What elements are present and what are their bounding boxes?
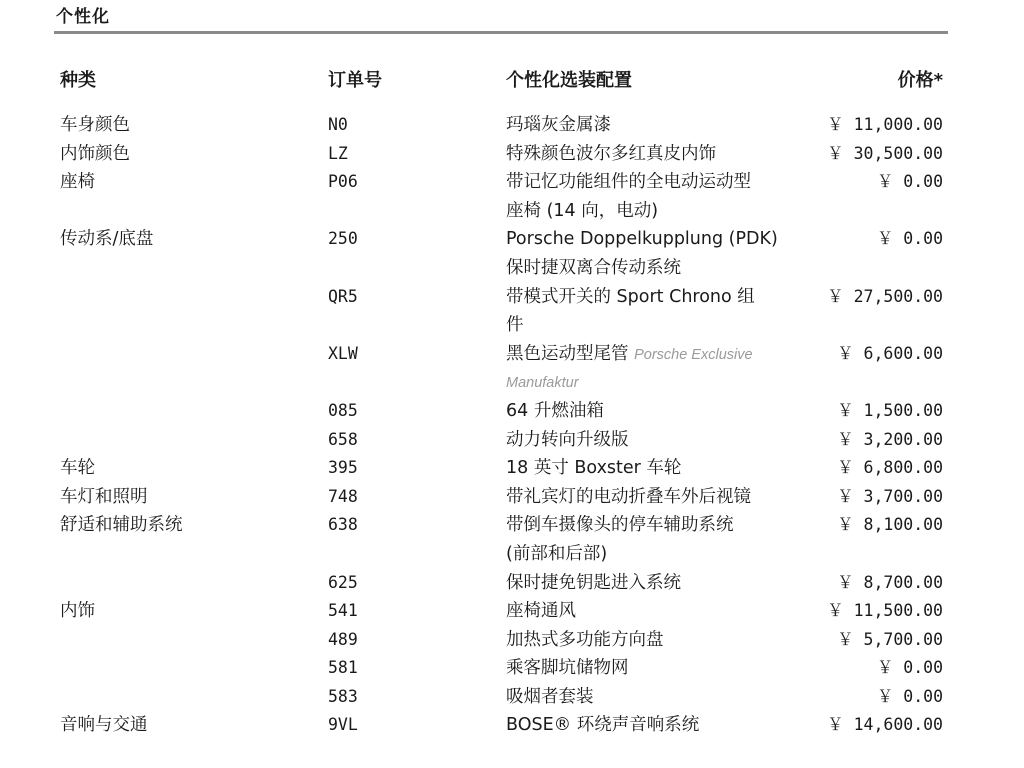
row-order-no: 085 — [328, 400, 358, 420]
row-category: 传动系/底盘 — [60, 229, 154, 250]
table-row — [0, 711, 1024, 740]
row-category: 车身颜色 — [60, 115, 130, 135]
row-option-description — [506, 454, 806, 483]
option-description-line: 18 英寸 Boxster 车轮 — [506, 458, 682, 479]
row-option-description — [506, 397, 806, 426]
table-row — [0, 168, 1024, 225]
row-category: 车灯和照明 — [60, 486, 148, 507]
row-option-description — [506, 483, 806, 512]
row-option-description — [506, 626, 806, 655]
row-option-description — [506, 168, 806, 225]
row-category: 内饰 — [60, 601, 95, 622]
option-description-line: 件 — [506, 315, 524, 336]
row-order-no: LZ — [328, 143, 348, 163]
table-row — [0, 569, 1024, 598]
row-price: ￥ 8,100.00 — [837, 515, 943, 535]
row-order-no: 9VL — [328, 715, 358, 735]
header-option: 个性化选装配置 — [506, 70, 632, 91]
row-option-description — [506, 111, 806, 140]
option-description-line: 64 升燃油箱 — [506, 400, 604, 421]
header-category: 种类 — [60, 70, 96, 91]
row-option-description — [506, 597, 806, 626]
row-order-no: XLW — [328, 343, 358, 363]
option-description-line: 加热式多功能方向盘 — [506, 629, 664, 650]
options-table — [0, 111, 1024, 740]
header-order-no: 订单号 — [328, 70, 382, 91]
row-price: ￥ 5,700.00 — [837, 629, 943, 649]
row-option-description — [506, 340, 806, 398]
option-description-line: 座椅通风 — [506, 601, 576, 622]
row-order-no: 489 — [328, 629, 358, 649]
option-description-line: 带模式开关的 Sport Chrono 组 — [506, 286, 755, 307]
row-option-description — [506, 654, 806, 683]
row-option-description — [506, 283, 806, 340]
table-row — [0, 225, 1024, 282]
table-row — [0, 597, 1024, 626]
row-option-description — [506, 426, 806, 455]
row-price: ￥ 0.00 — [876, 229, 943, 249]
row-option-description — [506, 225, 806, 282]
row-price: ￥ 14,600.00 — [827, 715, 943, 735]
row-option-description — [506, 511, 806, 568]
row-category: 车轮 — [60, 458, 95, 479]
row-order-no: 541 — [328, 601, 358, 621]
row-price: ￥ 11,000.00 — [827, 115, 943, 134]
option-description-line: 动力转向升级版 — [506, 429, 629, 450]
row-order-no: 748 — [328, 486, 358, 506]
row-order-no: 638 — [328, 515, 358, 535]
row-price: ￥ 1,500.00 — [837, 400, 943, 420]
option-description-line: 带礼宾灯的电动折叠车外后视镜 — [506, 486, 751, 507]
table-row — [0, 683, 1024, 712]
row-option-description — [506, 711, 806, 740]
header-price: 价格* — [897, 70, 943, 91]
row-price: ￥ 27,500.00 — [827, 286, 943, 306]
row-order-no: 583 — [328, 686, 358, 706]
option-description-line: Porsche Doppelkupplung (PDK) — [506, 229, 778, 250]
row-option-description — [506, 683, 806, 712]
row-price: ￥ 11,500.00 — [827, 601, 943, 621]
option-description-line: 玛瑙灰金属漆 — [506, 115, 611, 135]
row-price: ￥ 0.00 — [876, 658, 943, 678]
row-order-no: 658 — [328, 429, 358, 449]
row-option-description — [506, 140, 806, 169]
option-description-line: 乘客脚坑储物网 — [506, 658, 629, 679]
table-row — [0, 426, 1024, 455]
section-title: 个性化 — [56, 7, 110, 27]
row-order-no: 625 — [328, 572, 358, 592]
row-order-no: P06 — [328, 172, 358, 192]
option-description-line: 带倒车摄像头的停车辅助系统 — [506, 515, 734, 536]
option-description-line: BOSE® 环绕声音响系统 — [506, 715, 700, 736]
row-order-no: 250 — [328, 229, 358, 249]
option-description-line: 黑色运动型尾管 Porsche Exclusive — [506, 343, 753, 364]
table-row — [0, 397, 1024, 426]
row-price: ￥ 6,800.00 — [837, 458, 943, 478]
exclusive-note: Porsche Exclusive — [634, 346, 753, 363]
option-description-line: 吸烟者套装 — [506, 686, 594, 707]
table-row — [0, 511, 1024, 568]
option-description-line: 带记忆功能组件的全电动运动型 — [506, 172, 751, 193]
row-category: 座椅 — [60, 172, 95, 193]
table-row — [0, 111, 1024, 140]
row-order-no: QR5 — [328, 286, 358, 306]
row-price: ￥ 8,700.00 — [837, 572, 943, 592]
option-description-line: 保时捷免钥匙进入系统 — [506, 572, 681, 593]
row-price: ￥ 6,600.00 — [837, 343, 943, 363]
option-description-line: (前部和后部) — [506, 543, 608, 564]
table-row — [0, 283, 1024, 340]
option-description-line: 保时捷双离合传动系统 — [506, 257, 681, 278]
table-row — [0, 483, 1024, 512]
option-description-line: 座椅 (14 向，电动) — [506, 200, 659, 221]
row-order-no: 395 — [328, 458, 358, 478]
row-price: ￥ 3,700.00 — [837, 486, 943, 506]
table-row — [0, 654, 1024, 683]
row-order-no: 581 — [328, 658, 358, 678]
row-category: 舒适和辅助系统 — [60, 515, 183, 536]
section-divider — [54, 31, 948, 34]
table-row — [0, 626, 1024, 655]
row-price: ￥ 30,500.00 — [827, 143, 943, 163]
row-category: 音响与交通 — [60, 715, 148, 736]
row-price: ￥ 0.00 — [876, 686, 943, 706]
exclusive-note: Manufaktur — [506, 375, 579, 392]
row-option-description — [506, 569, 806, 598]
row-order-no: N0 — [328, 115, 348, 134]
table-row — [0, 340, 1024, 397]
option-description-line: 特殊颜色波尔多红真皮内饰 — [506, 143, 716, 164]
row-category: 内饰颜色 — [60, 143, 130, 164]
table-row — [0, 140, 1024, 169]
table-row — [0, 454, 1024, 483]
row-price: ￥ 0.00 — [876, 172, 943, 192]
row-price: ￥ 3,200.00 — [837, 429, 943, 449]
